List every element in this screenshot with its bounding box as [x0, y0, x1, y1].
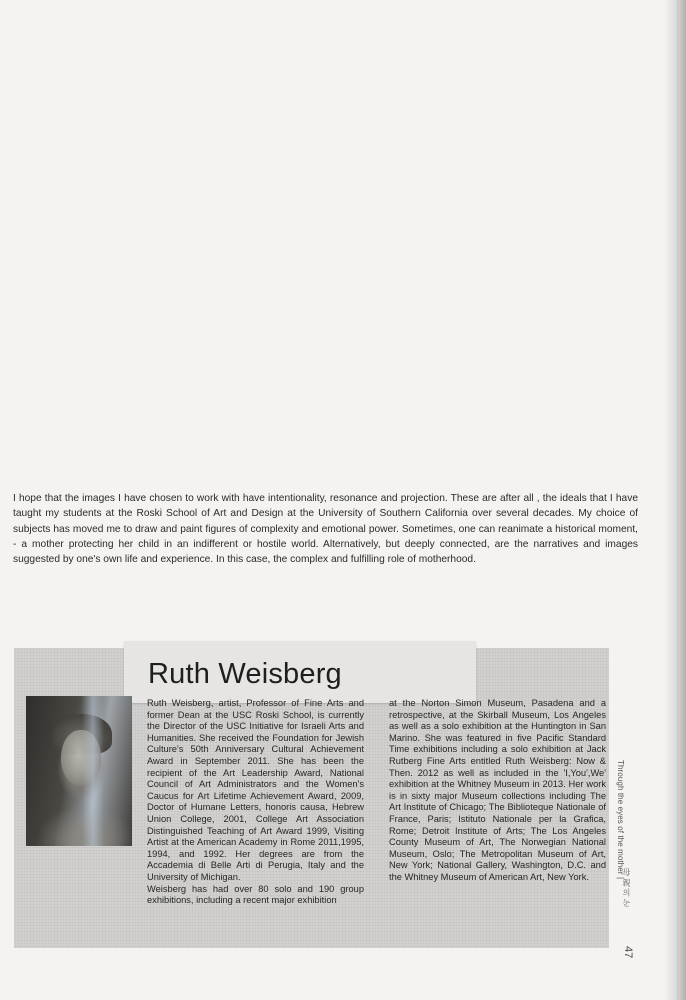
bio-left-paragraph-2: Weisberg has had over 80 solo and 190 group exhibitions, including a recent major exhibition: [147, 883, 364, 906]
artist-portrait-photo: [26, 696, 132, 846]
portrait-light-streak: [82, 696, 104, 846]
running-title-glyphs: 母 親 의 눈: [622, 868, 631, 907]
bio-column-left: [147, 698, 364, 907]
artist-name-heading: Ruth Weisberg: [148, 658, 342, 690]
bio-column-right: [389, 698, 606, 884]
bio-left-paragraph-1: Ruth Weisberg, artist, Professor of Fine Arts and former Dean at the USC Roski School, is currently the Director of the USC Initiative for Israeli Arts and Humanities. She received the Foundation for Jewish Culture's 50th Anniversary Cultural Achievement Award in September 2011. She has been the recipient of the Art Leadership Award, National Council of Art Administrators and the Women's Caucus for Art Lifetime Achievement Award, 2009, Doctor of Humane Letters, honoris causa, Hebrew Union College, 2001, College Art Association Distinguished Teaching of Art Award 1999, Visiting Artist at the American Academy in Rome 2011,1995, 1994, and 1992. Her degrees are from the Accademia di Belle Arti di Perugia, Italy and the University of Michigan.: [147, 698, 364, 882]
page-gutter-shadow: [664, 0, 686, 1000]
running-title-vertical: Through the eyes of the mother |: [616, 760, 625, 880]
page-edge-line: [677, 0, 678, 1000]
bio-right-paragraph: at the Norton Simon Museum, Pasadena and a retrospective, at the Skirball Museum, Los Angeles as well as a solo exhibition at the Huntington in San Marino. She was featured in five Pacific Standard Time exhibitions including a solo exhibition at Jack Rutberg Fine Arts entitled Ruth Weisberg: Now & Then. 2012 as well as included in the 'I,You',We' exhibition at the Whitney Museum in 2013. Her work is in sixty major Museum collections including The Art Institute of Chicago; The Biblioteque Nationale of France, Paris; Istituto Nationale per la Grafica, Rome; Detroit Institute of Arts; The Los Angeles County Museum of Art, The Norwegian National Museum, Oslo; The Metropolitan Museum of Art, New York; National Gallery, Washington, D.C. and the Whitney Museum of American Art, New York.: [389, 698, 606, 882]
intro-paragraph: I hope that the images I have chosen to work with have intentionality, resonance and projection. These are after all , the ideals that I have taught my students at the Roski School of Art and Design at the University of Southern California over several decades. My choice of subjects has moved me to draw and paint figures of complexity and emotional power. Sometimes, one can reanimate a historical moment, - a mother protecting her child in an indifferent or hostile world. Alternatively, but deeply connected, are the narratives and images suggested by one's own life and experience. In this case, the complex and fulfilling role of motherhood.: [13, 493, 638, 566]
page-number: 47: [622, 946, 634, 959]
